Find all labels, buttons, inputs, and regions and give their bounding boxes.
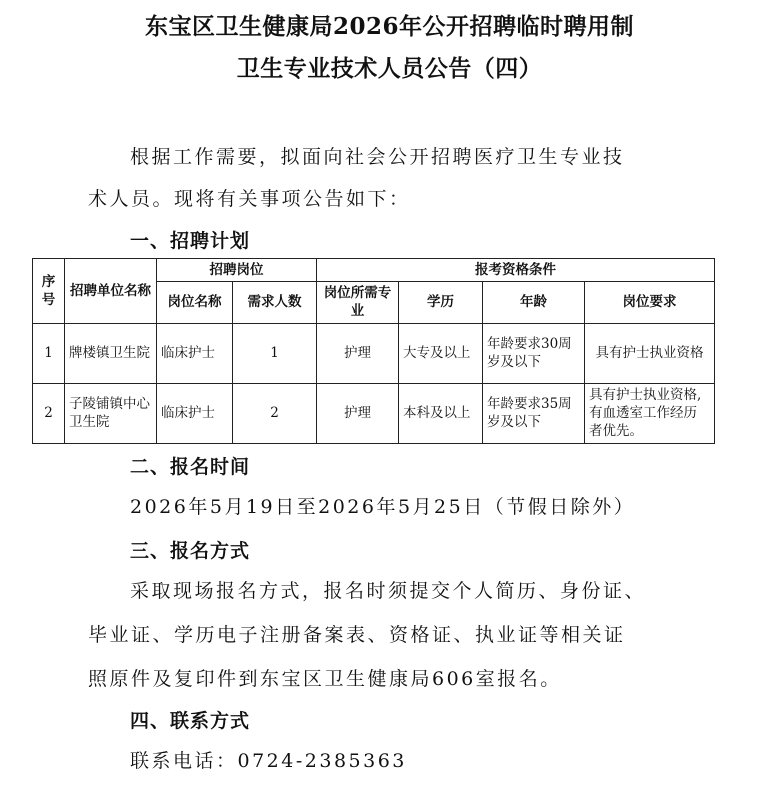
- intro-line1: 根据工作需要，拟面向社会公开招聘医疗卫生专业技: [130, 146, 625, 168]
- cell-major: 护理: [317, 323, 399, 383]
- header-education: 学历: [399, 282, 483, 323]
- cell-unit: 子陵铺镇中心卫生院: [65, 383, 157, 443]
- method-line1: 采取现场报名方式，报名时须提交个人简历、身份证、: [130, 580, 647, 602]
- section-heading-contact: 四、联系方式: [130, 710, 251, 732]
- header-major: 岗位所需专业: [317, 282, 399, 323]
- header-qual-group: 报考资格条件: [317, 259, 715, 282]
- cell-post-name: 临床护士: [157, 323, 233, 383]
- cell-education: 本科及以上: [399, 383, 483, 443]
- method-line3: 照原件及复印件到东宝区卫生健康局606室报名。: [88, 668, 562, 690]
- cell-count: 2: [233, 383, 317, 443]
- table-row: [33, 383, 715, 443]
- cell-post-name: 临床护士: [157, 383, 233, 443]
- method-line2: 毕业证、学历电子注册备案表、资格证、执业证等相关证: [88, 624, 626, 646]
- document-title-line1: 东宝区卫生健康局2026年公开招聘临时聘用制: [144, 13, 634, 40]
- header-count: 需求人数: [233, 282, 317, 323]
- header-requirement: 岗位要求: [585, 282, 715, 323]
- cell-major: 护理: [317, 383, 399, 443]
- section-heading-method: 三、报名方式: [130, 540, 251, 562]
- header-seq: 序号: [33, 259, 65, 324]
- table-row: [33, 323, 715, 383]
- table-header-row-1: [33, 259, 715, 282]
- section-heading-plan: 一、招聘计划: [130, 230, 251, 252]
- cell-education: 大专及以上: [399, 323, 483, 383]
- cell-count: 1: [233, 323, 317, 383]
- contact-phone-text: 联系电话：0724-2385363: [130, 750, 407, 772]
- cell-seq: 1: [33, 323, 65, 383]
- cell-age: 年龄要求35周岁及以下: [483, 383, 585, 443]
- header-unit: 招聘单位名称: [65, 259, 157, 324]
- section-heading-time: 二、报名时间: [130, 456, 251, 478]
- document-title-line2: 卫生专业技术人员公告（四）: [236, 55, 543, 82]
- intro-line2: 术人员。现将有关事项公告如下：: [88, 188, 411, 210]
- cell-requirement: 具有护士执业资格: [585, 323, 715, 383]
- cell-seq: 2: [33, 383, 65, 443]
- header-post-name: 岗位名称: [157, 282, 233, 323]
- cell-requirement: 具有护士执业资格,有血透室工作经历者优先。: [585, 383, 715, 443]
- header-post-group: 招聘岗位: [157, 259, 317, 282]
- header-age: 年龄: [483, 282, 585, 323]
- cell-unit: 牌楼镇卫生院: [65, 323, 157, 383]
- cell-age: 年龄要求30周岁及以下: [483, 323, 585, 383]
- registration-time-text: 2026年5月19日至2026年5月25日（节假日除外）: [130, 496, 636, 518]
- recruitment-plan-table: [32, 258, 715, 444]
